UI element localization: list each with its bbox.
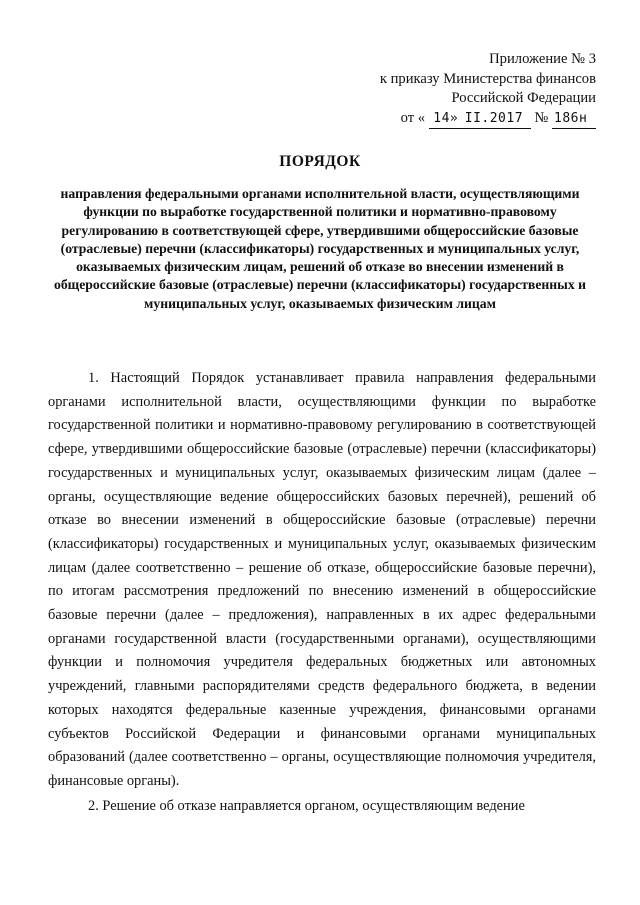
document-subtitle: направления федеральными органами исполнительной власти, осуществляющими функции по выработке государственной политики и нормативно-правовому регулированию в соответствующей сфере, утвердившими общероссийские базовые (отраслевые) перечни (классификаторы) государственных и муниципальных услуг, оказываемых физическим лицам, решений об отказе во внесении изменений в общероссийские базовые (отраслевые) перечни (классификаторы) государственных и муниципальных услуг, оказываемых физическим лицам bbox=[53, 186, 587, 311]
document-body bbox=[48, 367, 596, 818]
paragraph-2: 2. Решение об отказе направляется органом, осуществляющим ведение bbox=[88, 797, 525, 814]
federation-label: Российской Федерации bbox=[451, 90, 596, 106]
date-prefix: от « bbox=[400, 109, 426, 126]
date-day: 14» bbox=[429, 109, 463, 130]
appendix-number: Приложение № 3 bbox=[489, 51, 596, 67]
order-number: 186н bbox=[552, 109, 596, 130]
date-month: II.2017 bbox=[463, 109, 531, 130]
paragraph-1: 1. Настоящий Порядок устанавливает правила направления федеральными органами исполнительной власти, осуществляющими функции по выработке государственной политики и нормативно-правовому регулированию в соответствующей сфере, утвердившими общероссийские базовые (отраслевые) перечни (классификаторы) государственных и муниципальных услуг, оказываемых физическим лицам (далее – органы, осуществляющие ведение общероссийских базовых перечней), решений об отказе во внесении изменений в общероссийские базовые (отраслевые) перечни (классификаторы) государственных и муниципальных услуг, оказываемых физическим лицам (далее соответственно – решение об отказе, общероссийские базовые перечни), по итогам рассмотрения предложений по внесению изменений в общероссийские базовые перечни (далее – предложения), направленных в их адрес федеральными органами государственной власти (государственными органами), осуществляющими функции и полномочия учредителя федеральных бюджетных или автономных учреждений, главными распорядителями средств федерального бюджета, в ведении которых находятся федеральные казенные учреждения, финансовыми органами субъектов Российской Федерации и финансовыми органами муниципальных образований (далее соответственно – органы, осуществляющие полномочия учредителя, финансовые органы). bbox=[48, 370, 596, 789]
appendix-header bbox=[380, 50, 596, 129]
order-date-line bbox=[380, 109, 596, 130]
number-prefix: № bbox=[534, 109, 549, 126]
document-title: ПОРЯДОК bbox=[279, 153, 361, 170]
order-reference: к приказу Министерства финансов bbox=[379, 70, 596, 87]
